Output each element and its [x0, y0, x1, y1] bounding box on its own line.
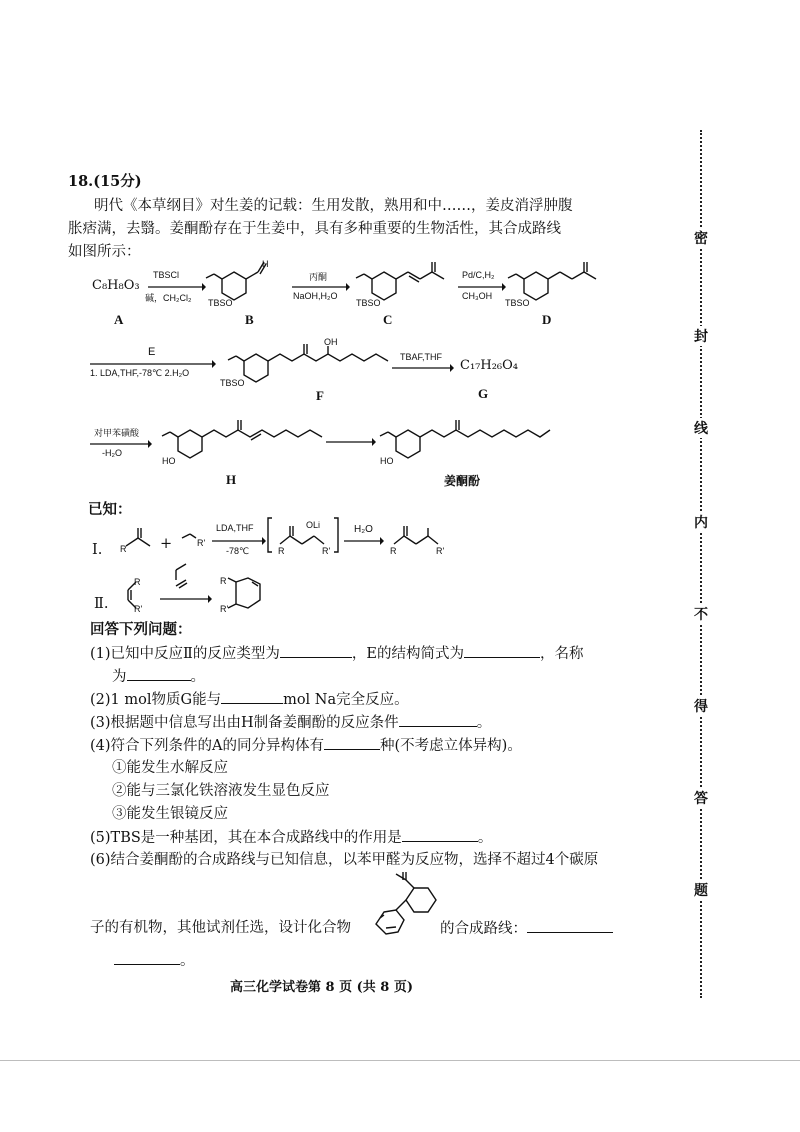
seal-char-7: 答 — [690, 788, 712, 808]
q6-blank-route-2[interactable] — [114, 950, 180, 965]
question-6-line-3 — [114, 950, 195, 971]
q5-text-a: (5)TBS是一种基团，其在本合成路线中的作用是 — [90, 830, 402, 846]
known-I-oli: OLi — [306, 520, 321, 530]
known-I-R3: R — [390, 546, 397, 556]
label-B: B — [245, 312, 254, 327]
questions-header: 回答下列问题： — [90, 621, 192, 638]
compound-B-h: H — [262, 259, 269, 269]
q5-blank-role[interactable] — [402, 827, 478, 842]
label-G: G — [478, 386, 489, 401]
scan-bottom-edge — [0, 1060, 800, 1061]
known-II-label: Ⅱ. — [94, 596, 109, 612]
q6-blank-route-1[interactable] — [527, 918, 613, 933]
compound-H-ho: HO — [162, 456, 176, 466]
q4-text-a: (4)符合下列条件的A的同分异构体有 — [90, 738, 325, 754]
reaction-arrow-3 — [458, 283, 506, 291]
step5-reagent-top: TBAF,THF — [400, 352, 442, 362]
q1-text-c: ，名称 — [540, 646, 584, 662]
known-II-R2: R — [220, 576, 227, 586]
step6-reagent-bottom: -H₂O — [102, 448, 122, 458]
reaction-arrow-4 — [90, 360, 216, 368]
known-I-R1: R — [120, 544, 127, 554]
known-I-step2: H₂O — [354, 524, 373, 535]
known-II-arrow — [160, 595, 212, 603]
seal-char-5: 不 — [690, 604, 712, 624]
compound-F-tbso: TBSO — [220, 378, 245, 388]
known-I-Rp3: R' — [436, 546, 445, 556]
question-1-line-2 — [112, 666, 205, 687]
question-2 — [90, 689, 409, 710]
intro-line-3: 如图所示： — [68, 244, 141, 260]
step4-reagent-top: E — [148, 346, 156, 358]
question-6-line-2: 子的有机物，其他试剂任选，设计化合物 — [90, 920, 351, 936]
step1-reagent-bottom: 碱，CH₂Cl₂ — [145, 293, 192, 303]
q1-text-d: 为 — [112, 669, 127, 685]
q2-text-b: mol Na完全反应。 — [283, 692, 409, 708]
intro-line-2: 胀痞满，去翳。姜酮酚存在于生姜中，具有多种重要的生物活性，其合成路线 — [68, 221, 561, 237]
product-structure — [378, 416, 558, 466]
seal-char-6: 得 — [690, 696, 712, 716]
reaction-arrow-5 — [392, 364, 454, 372]
seal-dotted-line — [700, 130, 702, 998]
known-I-Rp2: R' — [322, 546, 331, 556]
question-3 — [90, 712, 491, 733]
compound-F-oh: OH — [324, 337, 338, 347]
q4-blank-count[interactable] — [324, 735, 380, 750]
step1-reagent-top: TBSCl — [153, 270, 180, 280]
known-II-diene — [172, 562, 192, 588]
label-C: C — [383, 312, 393, 327]
label-A: A — [114, 312, 124, 327]
compound-C-tbso: TBSO — [356, 298, 381, 308]
known-I-arrow-1 — [212, 537, 266, 545]
q1-text-a: (1)已知中反应Ⅱ的反应类型为 — [90, 646, 280, 662]
reaction-arrow-6 — [90, 440, 152, 448]
question-4 — [90, 735, 522, 756]
compound-D-tbso: TBSO — [505, 298, 530, 308]
compound-H-structure — [160, 416, 330, 466]
q1-text-b: ，E的结构简式为 — [351, 646, 464, 662]
seal-char-8: 题 — [690, 880, 712, 900]
known-title: 已知： — [88, 501, 132, 518]
seal-char-1: 密 — [690, 228, 712, 248]
reaction-arrow-7 — [326, 438, 376, 446]
page-footer: 高三化学试卷第 8 页 (共 8 页) — [230, 980, 414, 995]
product-ho: HO — [380, 456, 394, 466]
known-II-R1: R — [134, 577, 141, 587]
seal-char-3: 线 — [690, 418, 712, 438]
step3-reagent-bottom: CH₃OH — [462, 291, 493, 301]
known-I-Rp1: R' — [197, 538, 206, 548]
q1-blank-e-structure[interactable] — [464, 643, 540, 658]
step2-reagent-top: 丙酮 — [309, 272, 328, 282]
q2-blank-na[interactable] — [221, 689, 283, 704]
compound-A-formula: C₈H₈O₃ — [92, 278, 140, 293]
step4-reagent-bottom: 1. LDA,THF,-78℃ 2.H₂O — [90, 368, 190, 378]
reaction-arrow-1 — [148, 283, 206, 291]
known-I-reagent-top: LDA,THF — [216, 523, 254, 533]
q4-text-b: 种(不考虑立体异构)。 — [380, 738, 522, 754]
question-6-line-2b — [440, 918, 613, 939]
question-5 — [90, 827, 492, 848]
q6-text-c: 的合成路线： — [440, 921, 527, 937]
step6-reagent-top: 对甲苯磺酸 — [94, 428, 140, 438]
q4-condition-2: ②能与三氯化铁溶液发生显色反应 — [112, 783, 330, 799]
question-1-line-1 — [90, 643, 584, 664]
q1-blank-reaction-type[interactable] — [280, 643, 352, 658]
question-6-line-1: (6)结合姜酮酚的合成路线与已知信息，以苯甲醛为反应物，选择不超过4个碳原 — [90, 852, 599, 868]
compound-B-tbso: TBSO — [208, 298, 233, 308]
reaction-arrow-2 — [292, 283, 350, 291]
compound-G-formula: C₁₇H₂₆O₄ — [460, 358, 518, 373]
q3-period: 。 — [476, 715, 492, 731]
label-H: H — [226, 472, 237, 487]
q1-period: 。 — [190, 669, 205, 685]
seal-char-2: 封 — [690, 326, 712, 346]
known-I-R2: R — [278, 546, 285, 556]
compound-F-structure — [222, 342, 392, 392]
known-I-plus: + — [160, 536, 173, 552]
known-I-reagent-bottom: -78℃ — [226, 546, 250, 556]
q1-blank-name[interactable] — [127, 666, 191, 681]
q4-condition-3: ③能发生银镜反应 — [112, 806, 228, 822]
label-D: D — [542, 312, 552, 327]
label-F: F — [316, 388, 324, 403]
label-product: 姜酮酚 — [444, 474, 481, 488]
known-I-label: Ⅰ. — [92, 542, 103, 558]
q6-target-structure — [370, 870, 444, 944]
known-I-ketone — [122, 526, 162, 556]
q3-text-a: (3)根据题中信息写出由H制备姜酮酚的反应条件 — [90, 715, 399, 731]
q4-condition-1: ①能发生水解反应 — [112, 760, 228, 776]
known-II-Rp1: R' — [134, 604, 143, 614]
q2-text-a: (2)1 mol物质G能与 — [90, 692, 222, 708]
seal-char-4: 内 — [690, 512, 712, 532]
q5-period: 。 — [477, 830, 493, 846]
question-number: 18.(15分) — [68, 173, 142, 190]
intro-line-1: 明代《本草纲目》对生姜的记载：生用发散，熟用和中……，姜皮消浮肿腹 — [94, 198, 573, 214]
known-II-product — [222, 576, 272, 616]
step2-reagent-bottom: NaOH,H₂O — [293, 291, 338, 301]
known-II-Rp2: R' — [220, 604, 229, 614]
q3-blank-conditions[interactable] — [399, 712, 477, 727]
q6-period: 。 — [180, 953, 195, 969]
known-I-arrow-2 — [344, 537, 384, 545]
step3-reagent-top: Pd/C,H₂ — [462, 270, 495, 280]
